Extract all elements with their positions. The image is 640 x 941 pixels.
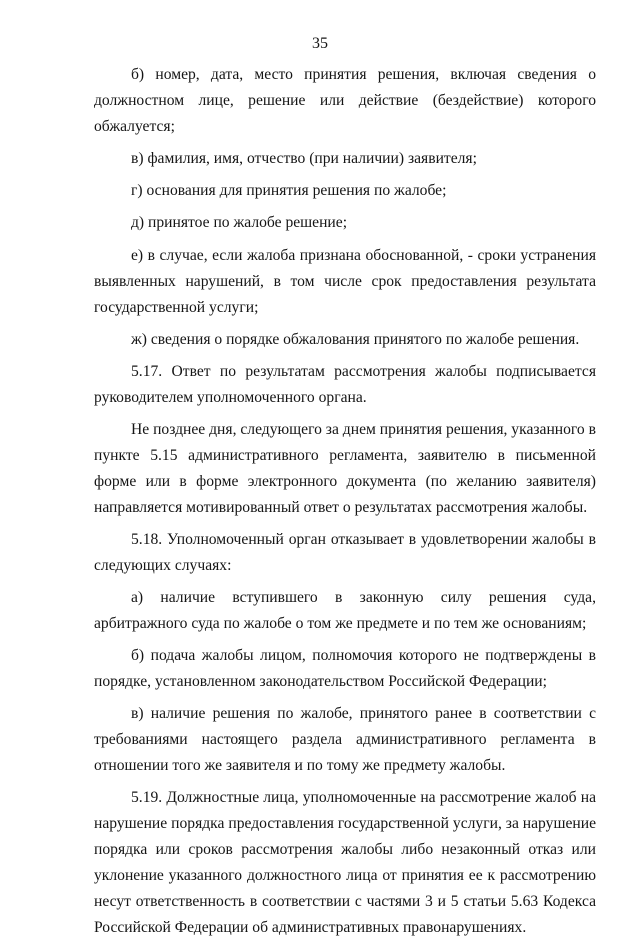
paragraph-response-deadline: Не позднее дня, следующего за днем принятия решения, указанного в пункте 5.15 административного регламента, заявителю в письменной форме или в форме электронного документа (по желанию заявителя) направляется мотивированный ответ о результатах рассмотрения жалобы. — [94, 421, 596, 516]
document-body — [94, 62, 596, 941]
paragraph-a-court-decision: а) наличие вступившего в законную силу решения суда, арбитражного суда по жалобе о том же предмете и по тем же основаниям; — [94, 589, 596, 632]
paragraph-d-complaint-decision: д) принятое по жалобе решение; — [131, 214, 348, 231]
paragraph-b-unconfirmed-authority: б) подача жалобы лицом, полномочия которого не подтверждены в порядке, установленном законодательством Российской Федерации; — [94, 647, 596, 690]
paragraph-e-remediation-terms: е) в случае, если жалоба признана обоснованной, - сроки устранения выявленных нарушений, в том числе срок предоставления результата государственной услуги; — [94, 247, 596, 316]
paragraph-5-19-official-liability: 5.19. Должностные лица, уполномоченные на рассмотрение жалоб на нарушение порядка предоставления государственной услуги, за нарушение порядка или сроков рассмотрения жалобы либо незаконный отказ или уклонение указанного должностного лица от принятия ее к рассмотрению несут ответственность в соответствии с частями 3 и 5 статьи 5.63 Кодекса Российской Федерации об административных правонарушениях. — [94, 789, 596, 936]
page-number: 35 — [312, 35, 328, 52]
paragraph-5-17-response-signature: 5.17. Ответ по результатам рассмотрения жалобы подписывается руководителем уполномоченного органа. — [94, 363, 596, 406]
paragraph-b-decision-details: б) номер, дата, место принятия решения, включая сведения о должностном лице, решение или действие (бездействие) которого обжалуется; — [94, 66, 596, 135]
paragraph-5-18-refusal-cases: 5.18. Уполномоченный орган отказывает в удовлетворении жалобы в следующих случаях: — [94, 531, 596, 574]
paragraph-g-decision-grounds: г) основания для принятия решения по жалобе; — [131, 182, 447, 199]
paragraph-zh-appeal-procedure: ж) сведения о порядке обжалования принятого по жалобе решения. — [131, 331, 580, 348]
paragraph-v-previous-decision: в) наличие решения по жалобе, принятого ранее в соответствии с требованиями настоящего раздела административного регламента в отношении того же заявителя и по тому же предмету жалобы. — [94, 705, 596, 774]
paragraph-v-applicant-name: в) фамилия, имя, отчество (при наличии) заявителя; — [131, 150, 477, 167]
